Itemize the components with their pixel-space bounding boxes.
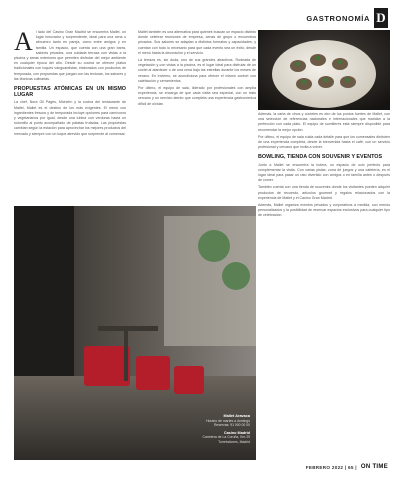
paragraph: Junto a Mallet se encuentra la bolera, un espacio de ocio perfecto para complementar la visita. Con varias pistas, zona de juegos y una cafetería, es el lugar ideal para pasar un rato divertido con amigos o en familia antes o después de comer.	[258, 162, 390, 183]
paragraph: Por último, el equipo de sala, liderado por profesionales con amplia experiencia, se encarga de que cada visita sea especial, con un trato cercano y un servicio atento que completa una experiencia gastronómica difícil de olvidar.	[138, 86, 256, 106]
paragraph: Además, la carta de vinos y cócteles es otro de los puntos fuertes de Mallet, con una selección de referencias nacionales e internacionales que maridan a la perfección con cada plato. El equipo de sumilleres está siempre disponible para recomendar la mejor opción.	[258, 112, 390, 132]
paragraph: Por último, el equipo de sala cuida cada detalle para que los comensales disfruten de una experiencia completa, desde la bienvenida hasta el café, con un servicio profesional y cercano que invita a volver.	[258, 134, 390, 150]
magazine-logo: ON TIME	[360, 464, 388, 470]
caption-name: Casino Madrid	[223, 430, 250, 435]
paragraph: También cuenta con una tienda de souvenirs donde los visitantes pueden adquirir productos de recuerdo, artículos gourmet y regalos relacionados con la experiencia de Mallet y el Casino Gran Madrid.	[258, 185, 390, 200]
drop-cap: A	[14, 27, 33, 56]
caption-line: Reservas: 91 000 00 00	[213, 423, 250, 428]
paragraph: La chef, Nora Gil Pagès, Michelín y la cocina del restaurante de Mallet, Mallet es el destino de los más exigentes. El menú con ingredientes frescos y de temporada incluye opciones para carnívoros y vegetarianos por igual, desde una lubina con verduras hasta un solomillo al punto acompañado de patatas trufadas. Las propuestas cambian según la estación para aprovechar los mejores productos del mercado y siempre con un toque atrevido que sorprende al comensal.	[14, 100, 126, 136]
page-footer	[306, 464, 388, 470]
section-header	[306, 8, 388, 28]
plate-illustration	[258, 30, 390, 110]
caption-line: Carretera de La Coruña, Km 29	[202, 435, 250, 440]
subheading-1: PROPUESTAS ATÓMICAS EN UN MISMO LUGAR	[14, 86, 126, 99]
article-column-2	[138, 30, 256, 109]
section-badge: D	[374, 8, 388, 28]
article-column-1	[14, 27, 126, 139]
interior-photo	[14, 206, 256, 460]
photo-caption	[203, 414, 251, 445]
caption-name: Mallet Aravaca	[223, 414, 250, 418]
page-number: FEBRERO 2022 | 65 |	[305, 464, 357, 470]
section-title: GASTRONOMÍA	[306, 13, 370, 23]
caption-line: Torrelodones, Madrid	[218, 439, 250, 444]
food-photo	[258, 30, 390, 110]
paragraph: Mallet también es una alternativa para quienes buscan un espacio distinto donde celebrar reuniones de empresa, cenas de grupo o encuentros privados. Sus salones se adaptan a distintos formatos y capacidades, y cuentan con todo lo necesario para que cada evento sea un éxito, desde el menú hasta la decoración y el servicio.	[138, 30, 256, 55]
intro-paragraph	[14, 27, 126, 82]
subheading-2: BOWLING, TIENDA CON SOUVENIR Y EVENTOS	[258, 154, 383, 161]
article-column-3	[258, 112, 390, 221]
paragraph: Además, Mallet organiza eventos privados y corporativos a medida, con menús personalizados y la posibilidad de reservar espacios exclusivos para cualquier tipo de celebración.	[258, 203, 390, 218]
paragraph: La terraza es, sin duda, uno de sus grandes atractivos. Rodeada de vegetación y con vistas a la piscina, es el lugar ideal para disfrutar de un cóctel al atardecer o de una cena bajo las estrellas durante los meses de verano. En invierno, se acondiciona para ofrecer el mismo confort con calefacción y cerramientos.	[138, 58, 256, 83]
intro-text: l lado del Casino Gran Madrid se encuentra Mallet, un lugar innovador y sorprendente, ideal para una cena o almuerzo tanto en pareja, como entre amigos y en familia. Un espacio, que cuenta con una gran barra, salones privados, una cuidada terraza con vistas a la piscina y áreas exteriores que permiten disfrutar del mejor ambiente en cualquier época del año. Desde su cocina se ofrecen platos tradicionales con toques vanguardistas, elaborados con productos de temporada, con propuestas que juegan con las texturas, los sabores y las técnicas culinarias.	[14, 30, 126, 81]
caption-line: Horario de martes a domingo	[206, 418, 250, 423]
